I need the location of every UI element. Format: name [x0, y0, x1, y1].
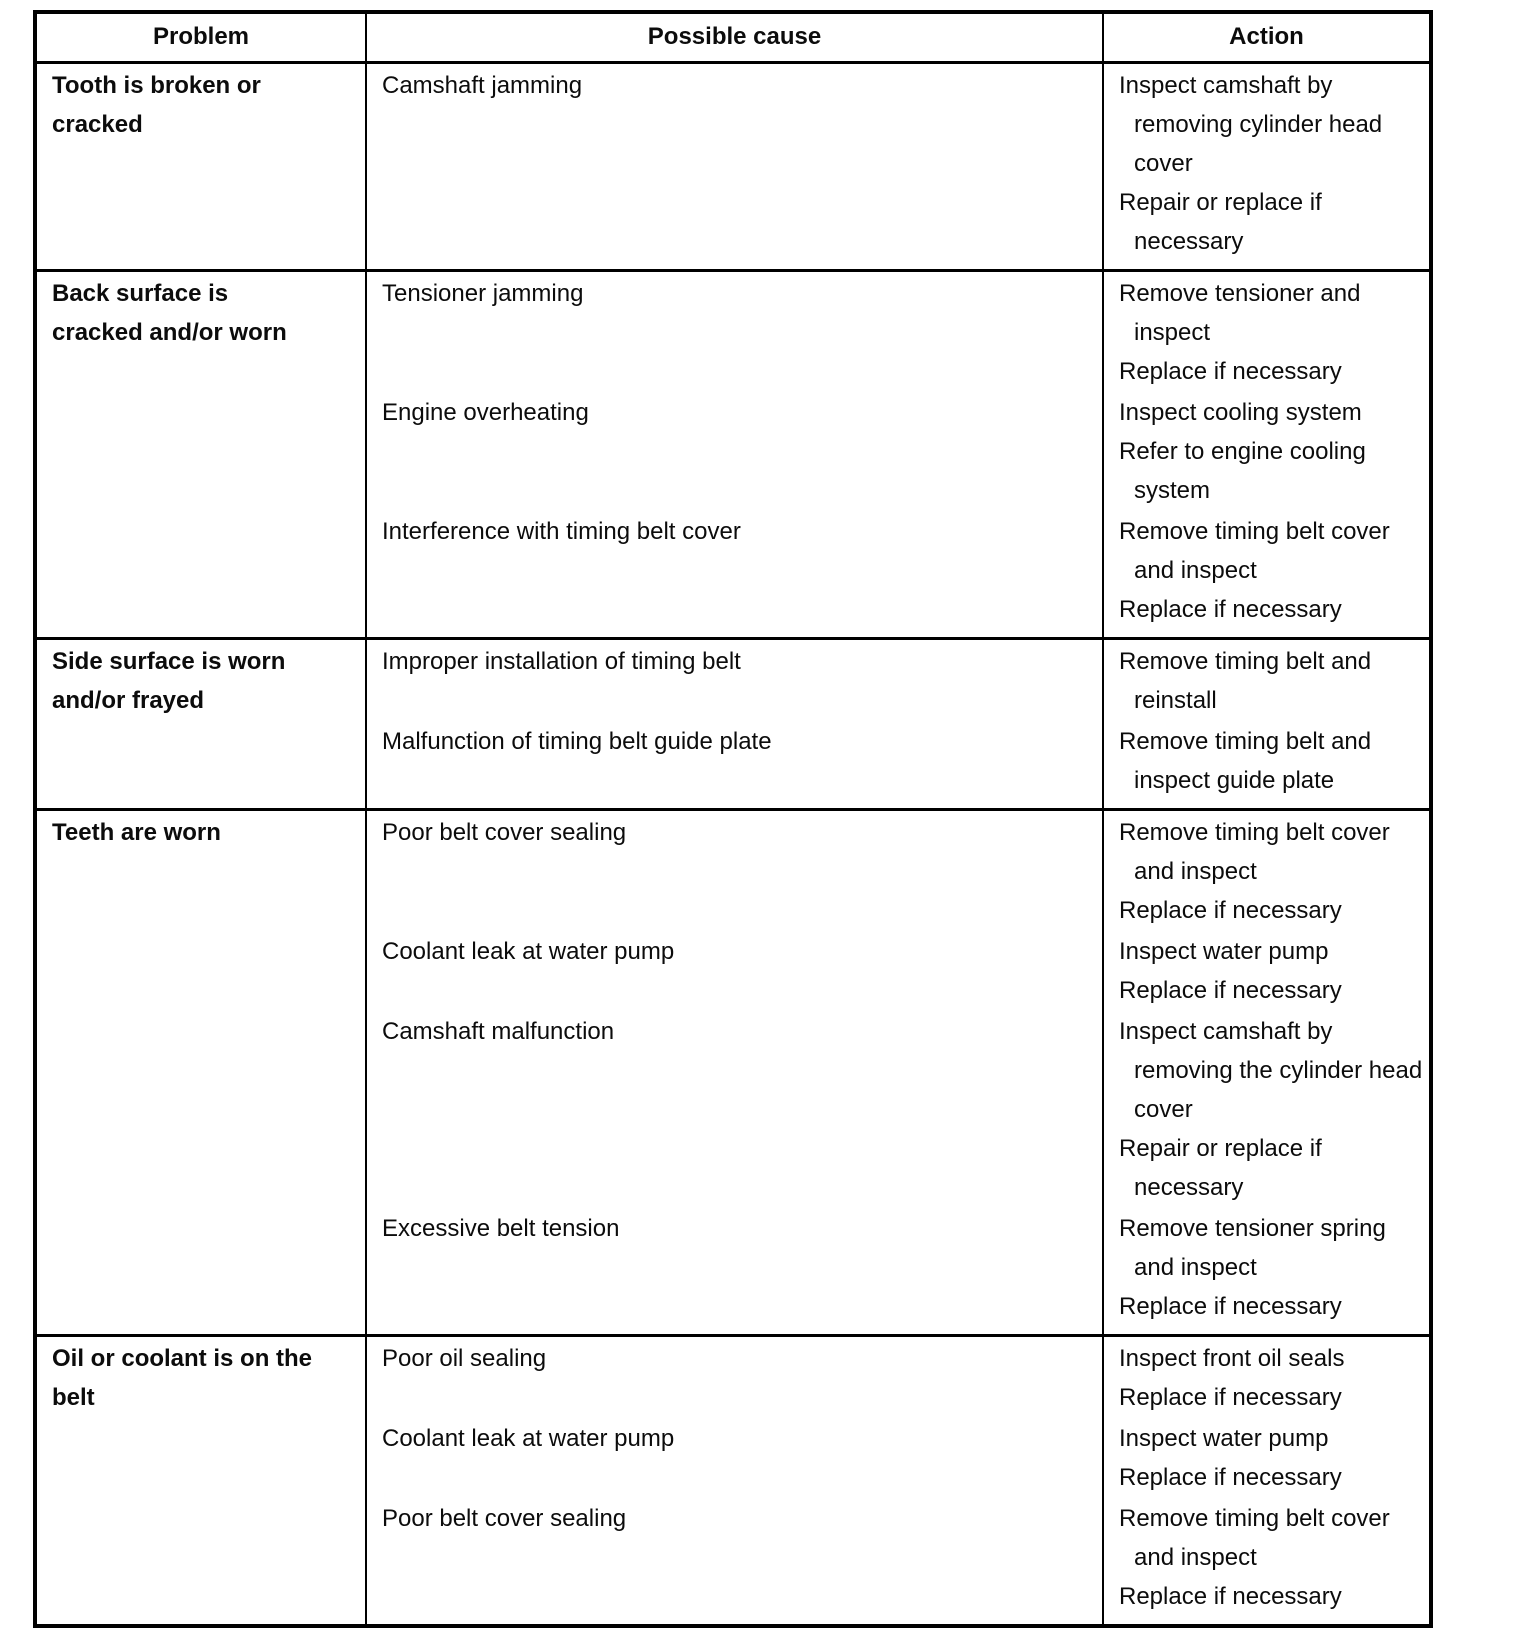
action-text-line: Remove tensioner and	[1119, 280, 1361, 307]
cause-action-group	[367, 1337, 1429, 1417]
table-row	[37, 1334, 1429, 1624]
cause-action-group	[367, 1417, 1429, 1497]
cause-action-group	[367, 640, 1429, 720]
cause-action-groups	[367, 811, 1430, 1334]
action-text-line-continued: inspect guide plate	[1134, 767, 1335, 794]
cause-cell	[367, 640, 1104, 720]
action-text-line: Replace if necessary	[1119, 897, 1342, 924]
action-text-line: Refer to engine cooling	[1119, 438, 1366, 465]
action-text-line: Remove tensioner spring	[1119, 1215, 1386, 1242]
problem-text-line: Teeth are worn	[52, 819, 221, 846]
action-cell	[1104, 64, 1429, 269]
problem-text-line: cracked and/or worn	[52, 319, 287, 346]
problem-text-line: cracked	[52, 111, 143, 138]
cause-text-line: Excessive belt tension	[382, 1215, 620, 1242]
table-row	[37, 269, 1429, 637]
cause-text-line: Camshaft jamming	[382, 72, 583, 99]
action-text-line-continued: cover	[1134, 150, 1193, 177]
action-text-line: Replace if necessary	[1119, 977, 1342, 1004]
header-possible-cause: Possible cause	[367, 14, 1104, 61]
cause-text-line: Interference with timing belt cover	[382, 518, 741, 545]
problem-text-line: Tooth is broken or	[52, 72, 261, 99]
action-text-line: Remove timing belt cover	[1119, 518, 1390, 545]
action-text-line-continued: cover	[1134, 1096, 1193, 1123]
table-header-row	[37, 14, 1429, 64]
action-cell	[1104, 640, 1429, 720]
problem-text-line: Oil or coolant is on the	[52, 1345, 313, 1372]
cause-cell	[367, 272, 1104, 391]
table-row	[37, 637, 1429, 808]
cause-action-group	[367, 720, 1429, 808]
action-text-line-continued: removing cylinder head	[1134, 111, 1383, 138]
action-text-line: Replace if necessary	[1119, 1293, 1342, 1320]
action-text-line-continued: reinstall	[1134, 687, 1217, 714]
action-text-line: Replace if necessary	[1119, 1464, 1342, 1491]
cause-action-group	[367, 391, 1429, 510]
table-row	[37, 64, 1429, 269]
table-body	[37, 64, 1429, 1624]
cause-text-line: Tensioner jamming	[382, 280, 584, 307]
cause-action-group	[367, 1207, 1430, 1334]
action-text-line: Remove timing belt and	[1119, 648, 1372, 675]
cause-cell	[367, 930, 1104, 1010]
action-text-line-continued: and inspect	[1134, 858, 1257, 885]
cause-action-group	[367, 510, 1429, 637]
problem-text-line: Back surface is	[52, 280, 229, 307]
action-text-line: Repair or replace if	[1119, 189, 1322, 216]
cause-text-line: Poor belt cover sealing	[382, 1505, 627, 1532]
cause-cell	[367, 1010, 1104, 1207]
cause-action-group	[367, 930, 1430, 1010]
cause-cell	[367, 1337, 1104, 1417]
cause-text-line: Poor oil sealing	[382, 1345, 547, 1372]
cause-text-line: Malfunction of timing belt guide plate	[382, 728, 772, 755]
cause-text-line: Engine overheating	[382, 399, 589, 426]
action-text-line-continued: and inspect	[1134, 557, 1257, 584]
action-text-line: Replace if necessary	[1119, 1384, 1342, 1411]
action-cell	[1104, 930, 1430, 1010]
cause-action-groups	[367, 640, 1429, 808]
action-text-line-continued: system	[1134, 477, 1211, 504]
problem-text-line: belt	[52, 1384, 95, 1411]
header-problem: Problem	[37, 14, 367, 61]
action-cell	[1104, 272, 1429, 391]
action-cell	[1104, 720, 1429, 808]
action-cell	[1104, 391, 1429, 510]
problem-cell	[37, 64, 367, 269]
action-text-line-continued: necessary	[1134, 1174, 1244, 1201]
action-cell	[1104, 510, 1429, 637]
cause-text-line: Poor belt cover sealing	[382, 819, 627, 846]
problem-cell	[37, 811, 367, 1334]
action-cell	[1104, 1417, 1429, 1497]
action-cell	[1104, 811, 1430, 930]
cause-action-group	[367, 1010, 1430, 1207]
cause-cell	[367, 811, 1104, 930]
cause-cell	[367, 720, 1104, 808]
action-cell	[1104, 1337, 1429, 1417]
problem-cell	[37, 272, 367, 637]
action-text-line-continued: inspect	[1134, 319, 1211, 346]
action-cell	[1104, 1010, 1430, 1207]
action-text-line: Replace if necessary	[1119, 596, 1342, 623]
cause-text-line: Camshaft malfunction	[382, 1018, 615, 1045]
cause-cell	[367, 64, 1104, 269]
header-action: Action	[1229, 23, 1304, 50]
cause-cell	[367, 1417, 1104, 1497]
action-text-line: Repair or replace if	[1119, 1135, 1322, 1162]
action-cell	[1104, 1207, 1430, 1334]
problem-cell	[37, 1337, 367, 1624]
cause-text-line: Coolant leak at water pump	[382, 1425, 675, 1452]
action-text-line: Inspect camshaft by	[1119, 1018, 1333, 1045]
action-cell	[1104, 1497, 1429, 1624]
action-text-line: Inspect water pump	[1119, 1425, 1329, 1452]
action-text-line: Inspect cooling system	[1119, 399, 1362, 426]
cause-cell	[367, 510, 1104, 637]
action-text-line: Remove timing belt and	[1119, 728, 1372, 755]
action-text-line: Remove timing belt cover	[1119, 819, 1390, 846]
action-text-line: Remove timing belt cover	[1119, 1505, 1390, 1532]
action-text-line-continued: necessary	[1134, 228, 1244, 255]
action-text-line-continued: and inspect	[1134, 1544, 1257, 1571]
cause-cell	[367, 1207, 1104, 1334]
cause-action-group	[367, 64, 1429, 269]
troubleshooting-table	[33, 10, 1433, 1628]
cause-action-groups	[367, 64, 1429, 269]
problem-cell	[37, 640, 367, 808]
cause-action-group	[367, 1497, 1429, 1624]
cause-action-groups	[367, 272, 1429, 637]
cause-action-groups	[367, 1337, 1429, 1624]
action-text-line: Inspect water pump	[1119, 938, 1329, 965]
action-text-line: Inspect front oil seals	[1119, 1345, 1345, 1372]
action-text-line-continued: and inspect	[1134, 1254, 1257, 1281]
problem-text-line: and/or frayed	[52, 687, 205, 714]
cause-cell	[367, 391, 1104, 510]
problem-text-line: Side surface is worn	[52, 648, 286, 675]
table-row	[37, 808, 1429, 1334]
cause-action-group	[367, 811, 1430, 930]
cause-cell	[367, 1497, 1104, 1624]
cause-text-line: Improper installation of timing belt	[382, 648, 741, 675]
action-text-line: Replace if necessary	[1119, 358, 1342, 385]
action-text-line: Replace if necessary	[1119, 1583, 1342, 1610]
action-text-line: Inspect camshaft by	[1119, 72, 1333, 99]
cause-action-group	[367, 272, 1429, 391]
cause-text-line: Coolant leak at water pump	[382, 938, 675, 965]
action-text-line-continued: removing the cylinder head	[1134, 1057, 1423, 1084]
